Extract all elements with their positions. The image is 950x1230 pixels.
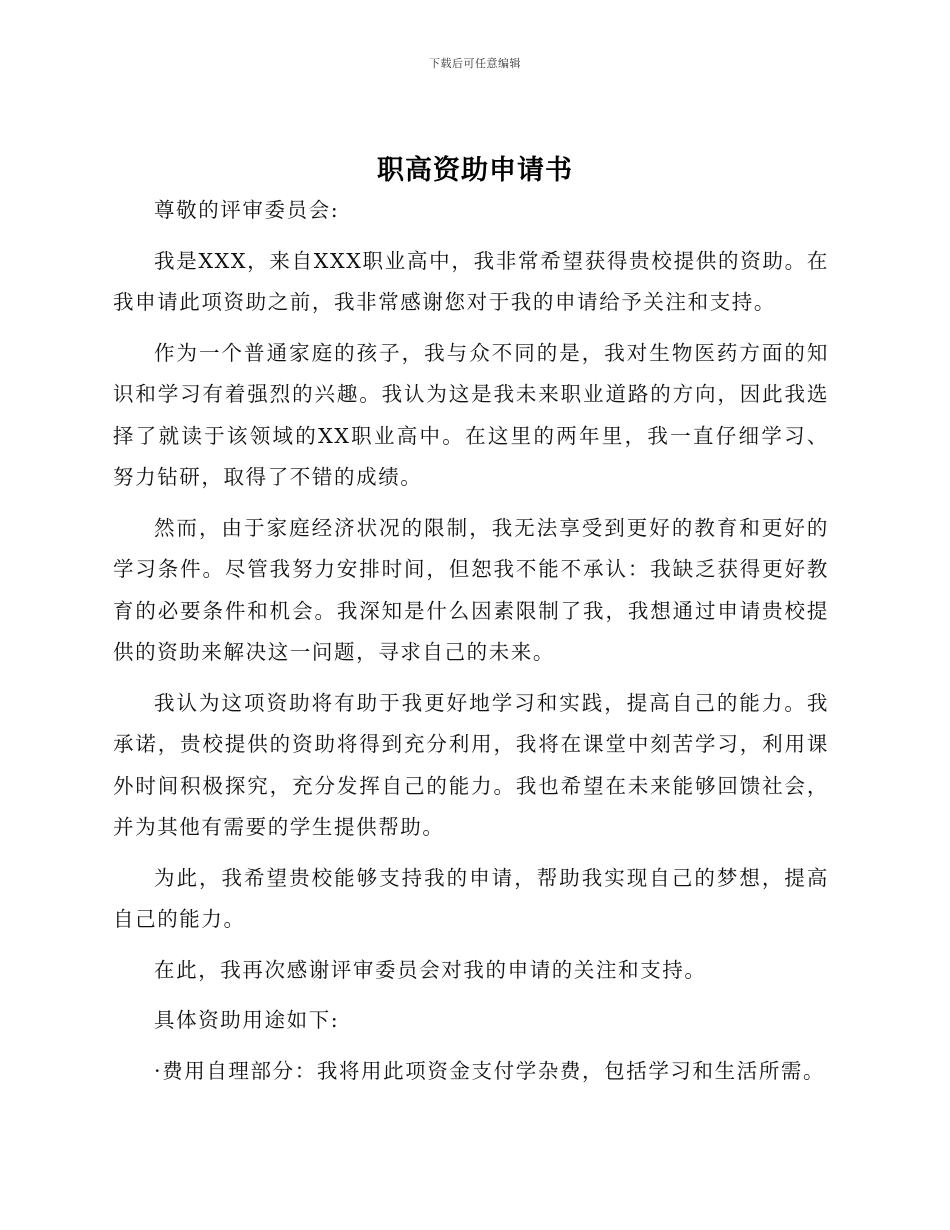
document-body [113, 190, 829, 1101]
usage-bullet-item: ·费用自理部分：我将用此项资金支付学杂费，包括学习和生活所需。 [154, 1058, 826, 1083]
document-title: 职高资助申请书 [377, 155, 573, 186]
salutation: 尊敬的评审委员会: [154, 198, 340, 222]
paragraph-usage-heading: 具体资助用途如下: [154, 1008, 340, 1032]
paragraph-background: 作为一个普通家庭的孩子，我与众不同的是，我对生物医药方面的知识和学习有着强烈的兴趣。我认为这是我未来职业道路的方向，因此我选择了就读于该领域的XX职业高中。在这里的两年里，我一直仔细学习、努力钻研，取得了不错的成绩。 [113, 340, 829, 489]
paragraph-intro: 我是XXX，来自XXX职业高中，我非常希望获得贵校提供的资助。在我申请此项资助之前，我非常感谢您对于我的申请给予关注和支持。 [113, 248, 829, 314]
paragraph-thanks: 在此，我再次感谢评审委员会对我的申请的关注和支持。 [154, 957, 707, 982]
paragraph-request: 为此，我希望贵校能够支持我的申请，帮助我实现自己的梦想，提高自己的能力。 [113, 865, 829, 931]
paragraph-difficulty: 然而，由于家庭经济状况的限制，我无法享受到更好的教育和更好的学习条件。尽管我努力安排时间，但恕我不能不承认：我缺乏获得更好教育的必要条件和机会。我深知是什么因素限制了我，我想通过申请贵校提供的资助来解决这一问题，寻求自己的未来。 [113, 515, 829, 664]
page-header-note: 下载后可任意编辑 [429, 57, 521, 70]
paragraph-commitment: 我认为这项资助将有助于我更好地学习和实践，提高自己的能力。我承诺，贵校提供的资助将得到充分利用，我将在课堂中刻苦学习，利用课外时间积极探究，充分发挥自己的能力。我也希望在未来能够回馈社会，并为其他有需要的学生提供帮助。 [113, 690, 829, 839]
